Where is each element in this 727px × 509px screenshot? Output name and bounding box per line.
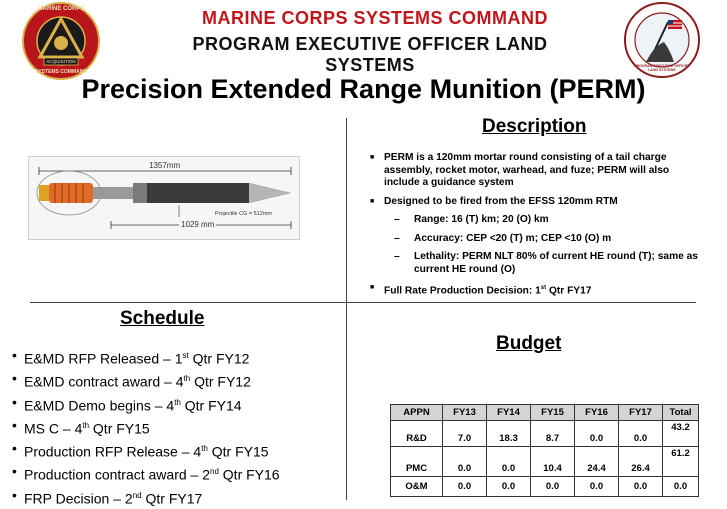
description-heading: Description (482, 116, 587, 137)
mcsc-logo (22, 2, 100, 80)
row-label: PMC (391, 447, 443, 477)
column-header: FY15 (531, 405, 575, 421)
list-item: ■ Designed to be fired from the EFSS 120mm RTM (370, 196, 700, 209)
table-row (391, 477, 699, 497)
table-cell: 0.0 (575, 421, 619, 447)
table-header-row (391, 405, 699, 421)
vertical-divider (346, 118, 347, 500)
column-header: FY17 (619, 405, 663, 421)
row-label: R&D (391, 421, 443, 447)
table-cell: 7.0 (443, 421, 487, 447)
description-list (370, 152, 700, 304)
table-row (391, 421, 699, 447)
header-office-name: PROGRAM EXECUTIVE OFFICER LAND SYSTEMS (192, 34, 548, 75)
budget-table-wrap (390, 404, 699, 497)
page-title: Precision Extended Range Munition (PERM) (81, 74, 646, 104)
cg-label: Projectile CG = 512mm (215, 211, 273, 217)
table-cell: 0.0 (619, 477, 663, 497)
list-item: – Lethality: PERM NLT 80% of current HE round (T); same as current HE round (O) (370, 251, 700, 276)
table-cell: 0.0 (575, 477, 619, 497)
column-header: FY13 (443, 405, 487, 421)
table-cell: 0.0 (531, 477, 575, 497)
budget-heading: Budget (496, 333, 562, 354)
schedule-heading: Schedule (120, 308, 205, 329)
header-command-name: MARINE CORPS SYSTEMS COMMAND (201, 8, 548, 28)
list-item: • E&MD Demo begins – 4th Qtr FY14 (12, 393, 342, 416)
list-item: • E&MD contract award – 4th Qtr FY12 (12, 369, 342, 392)
list-item: • E&MD RFP Released – 1st Qtr FY12 (12, 346, 342, 369)
table-cell: 0.0 (443, 447, 487, 477)
row-total: 61.2 (663, 447, 699, 477)
table-cell: 24.4 (575, 447, 619, 477)
body-length-label: 1029 mm (181, 220, 215, 229)
table-cell: 0.0 (619, 421, 663, 447)
table-cell: 10.4 (531, 447, 575, 477)
schedule-list (12, 346, 342, 509)
column-header: APPN (391, 405, 443, 421)
row-label: O&M (391, 477, 443, 497)
row-total: 0.0 (663, 477, 699, 497)
munition-diagram (28, 156, 300, 240)
left-logo-top-text: MARINE CORPS (37, 6, 85, 12)
table-cell: 18.3 (487, 421, 531, 447)
table-row (391, 447, 699, 477)
column-header: FY14 (487, 405, 531, 421)
table-cell: 0.0 (487, 477, 531, 497)
list-item: ■ PERM is a 120mm mortar round consisting of a tail charge assembly, rocket motor, warhead, and fuze; PERM will also include a guidance system (370, 152, 700, 190)
left-logo-badge: ACQUISITION (46, 59, 76, 64)
table-cell: 0.0 (443, 477, 487, 497)
budget-table (390, 404, 699, 497)
right-logo-text: PROGRAM EXECUTIVE OFFICER LAND SYSTEMS (634, 64, 690, 72)
list-item: • MS C – 4th Qtr FY15 (12, 416, 342, 439)
table-cell: 26.4 (619, 447, 663, 477)
list-item: • Production contract award – 2nd Qtr FY16 (12, 462, 342, 485)
row-total: 43.2 (663, 421, 699, 447)
column-header: Total (663, 405, 699, 421)
list-item: • FRP Decision – 2nd Qtr FY17 (12, 486, 342, 509)
list-item: – Accuracy: CEP <20 (T) m; CEP <10 (O) m (370, 233, 700, 246)
table-cell: 0.0 (487, 447, 531, 477)
peo-land-systems-logo (624, 2, 700, 78)
column-header: FY16 (575, 405, 619, 421)
list-item: • Production RFP Release – 4th Qtr FY15 (12, 439, 342, 462)
left-logo-bottom-text: SYSTEMS COMMAND (35, 69, 87, 75)
list-item: – Range: 16 (T) km; 20 (O) km (370, 214, 700, 227)
table-cell: 8.7 (531, 421, 575, 447)
overall-length-label: 1357mm (149, 161, 181, 170)
list-item: ■ Full Rate Production Decision: 1st Qtr FY17 (370, 282, 700, 298)
